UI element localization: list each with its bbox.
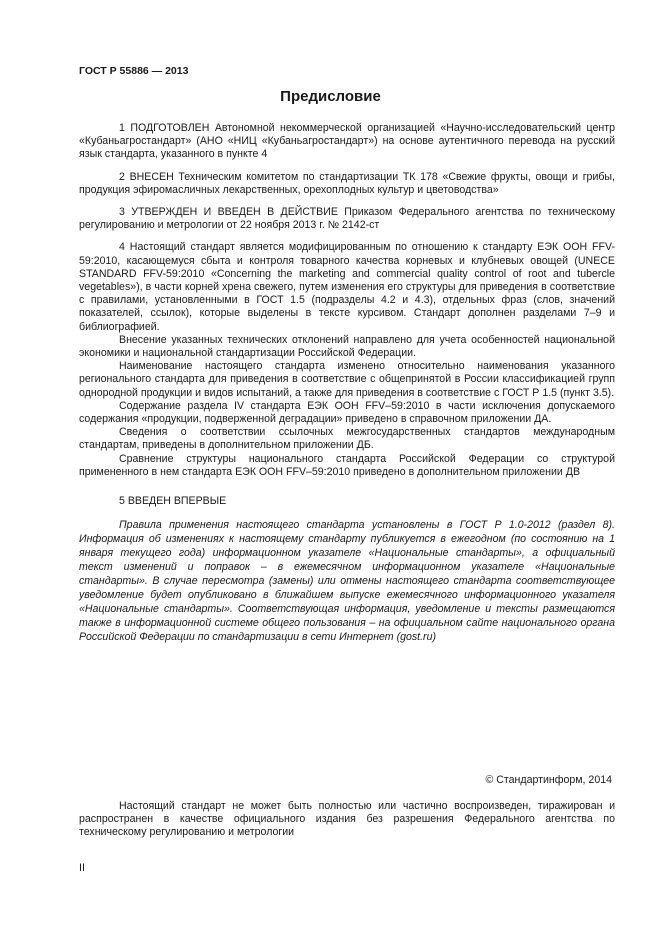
application-rules-notice: Правила применения настоящего стандарта установлены в ГОСТ Р 1.0-2012 (раздел 8). Информация об изменениях к настоящему стандарту публикуется в ежегодном (по состоянию на 1 января текущего года) информационном указателе «Национальные стандарты», а официальный текст изменений и поправок – в ежемесячном информационном указателе «Национальные стандарты». В случае пересмотра (замены) или отмены настоящего стандарта соответствующее уведомление будет опубликовано в ближайшем выпуске ежемесячного информационного указателя «Национальные стандарты». Соответствующая информация, уведомление и тексты размещаются также в информационной системе общего пользования – на официальном сайте национального органа Российской Федерации по стандартизации в сети Интернет (gost.ru) xyxy=(79,519,615,643)
paragraph-introduced: 5 ВВЕДЕН ВПЕРВЫЕ xyxy=(119,495,227,508)
page-number: II xyxy=(79,862,85,874)
copyright: © Стандартинформ, 2014 xyxy=(485,774,612,786)
document-header: ГОСТ Р 55886 — 2013 xyxy=(79,65,189,77)
paragraph-prepared: 1 ПОДГОТОВЛЕН Автономной некоммерческой организацией «Научно-исследовательский центр «Кубаньагростандарт» (АНО «НИЦ «Кубаньагростандарт») на основе аутентичного перевода на русский язык стандарта, указанного в пункте 4 xyxy=(79,122,615,161)
page-title: Предисловие xyxy=(280,88,381,105)
paragraph-modified: 4 Настоящий стандарт является модифицированным по отношению к стандарту ЕЭК ООН FFV-59:2010, касающемуся сбыта и контроля товарного качества корневых и клубневых овощей (UNECE STANDARD FFV-59:2010 «Concerning the marketing and commercial quality control of root and tubercle vegetables»), в части корней хрена свежего, путем изменения его структуры для приведения в соответствие с правилами, установленными в ГОСТ 1.5 (подразделы 4.2 и 4.3), отдельных фраз (слов, значений показателей, ссылок), которые выделены в тексте курсивом. Стандарт дополнен разделами 7–9 и библиографией. xyxy=(79,241,615,333)
paragraph-submitted: 2 ВНЕСЕН Техническим комитетом по стандартизации ТК 178 «Свежие фрукты, овощи и грибы, продукция эфиромасличных лекарственных, орехоплодных культур и цветоводства» xyxy=(79,170,615,196)
paragraph-references: Сведения о соответствии ссылочных межгосударственных стандартов международным стандартам, приведены в дополнительном приложении ДБ. xyxy=(79,426,615,452)
paragraph-name-change: Наименование настоящего стандарта изменено относительно наименования указанного регионального стандарта для приведения в соответствие с общепринятой в России классификацией групп однородной продукции и видов испытаний, а также для приведения в соответствие с ГОСТ Р 1.5 (пункт 3.5). xyxy=(79,360,615,399)
reproduction-notice: Настоящий стандарт не может быть полностью или частично воспроизведен, тиражирован и распространен в качестве официального издания без разрешения Федерального агентства по техническому регулированию и метрологии xyxy=(79,800,615,839)
paragraph-section-iv: Содержание раздела IV стандарта ЕЭК ООН FFV–59:2010 в части исключения допускаемого содержания «продукции, подверженной деградации» приведено в справочном приложении ДА. xyxy=(79,399,615,426)
paragraph-deviations: Внесение указанных технических отклонений направлено для учета особенностей национальной экономики и национальной стандартизации Российской Федерации. xyxy=(79,333,615,360)
paragraph-approved: 3 УТВЕРЖДЕН И ВВЕДЕН В ДЕЙСТВИЕ Приказом Федерального агентства по техническому регулированию и метрологии от 22 ноября 2013 г. № 2142-ст xyxy=(79,206,615,232)
foreword-body xyxy=(79,122,615,508)
paragraph-structure: Сравнение структуры национального стандарта Российской Федерации со структурой примененного в нем стандарта ЕЭК ООН FFV–59:2010 приведено в дополнительном приложении ДВ xyxy=(79,452,615,478)
